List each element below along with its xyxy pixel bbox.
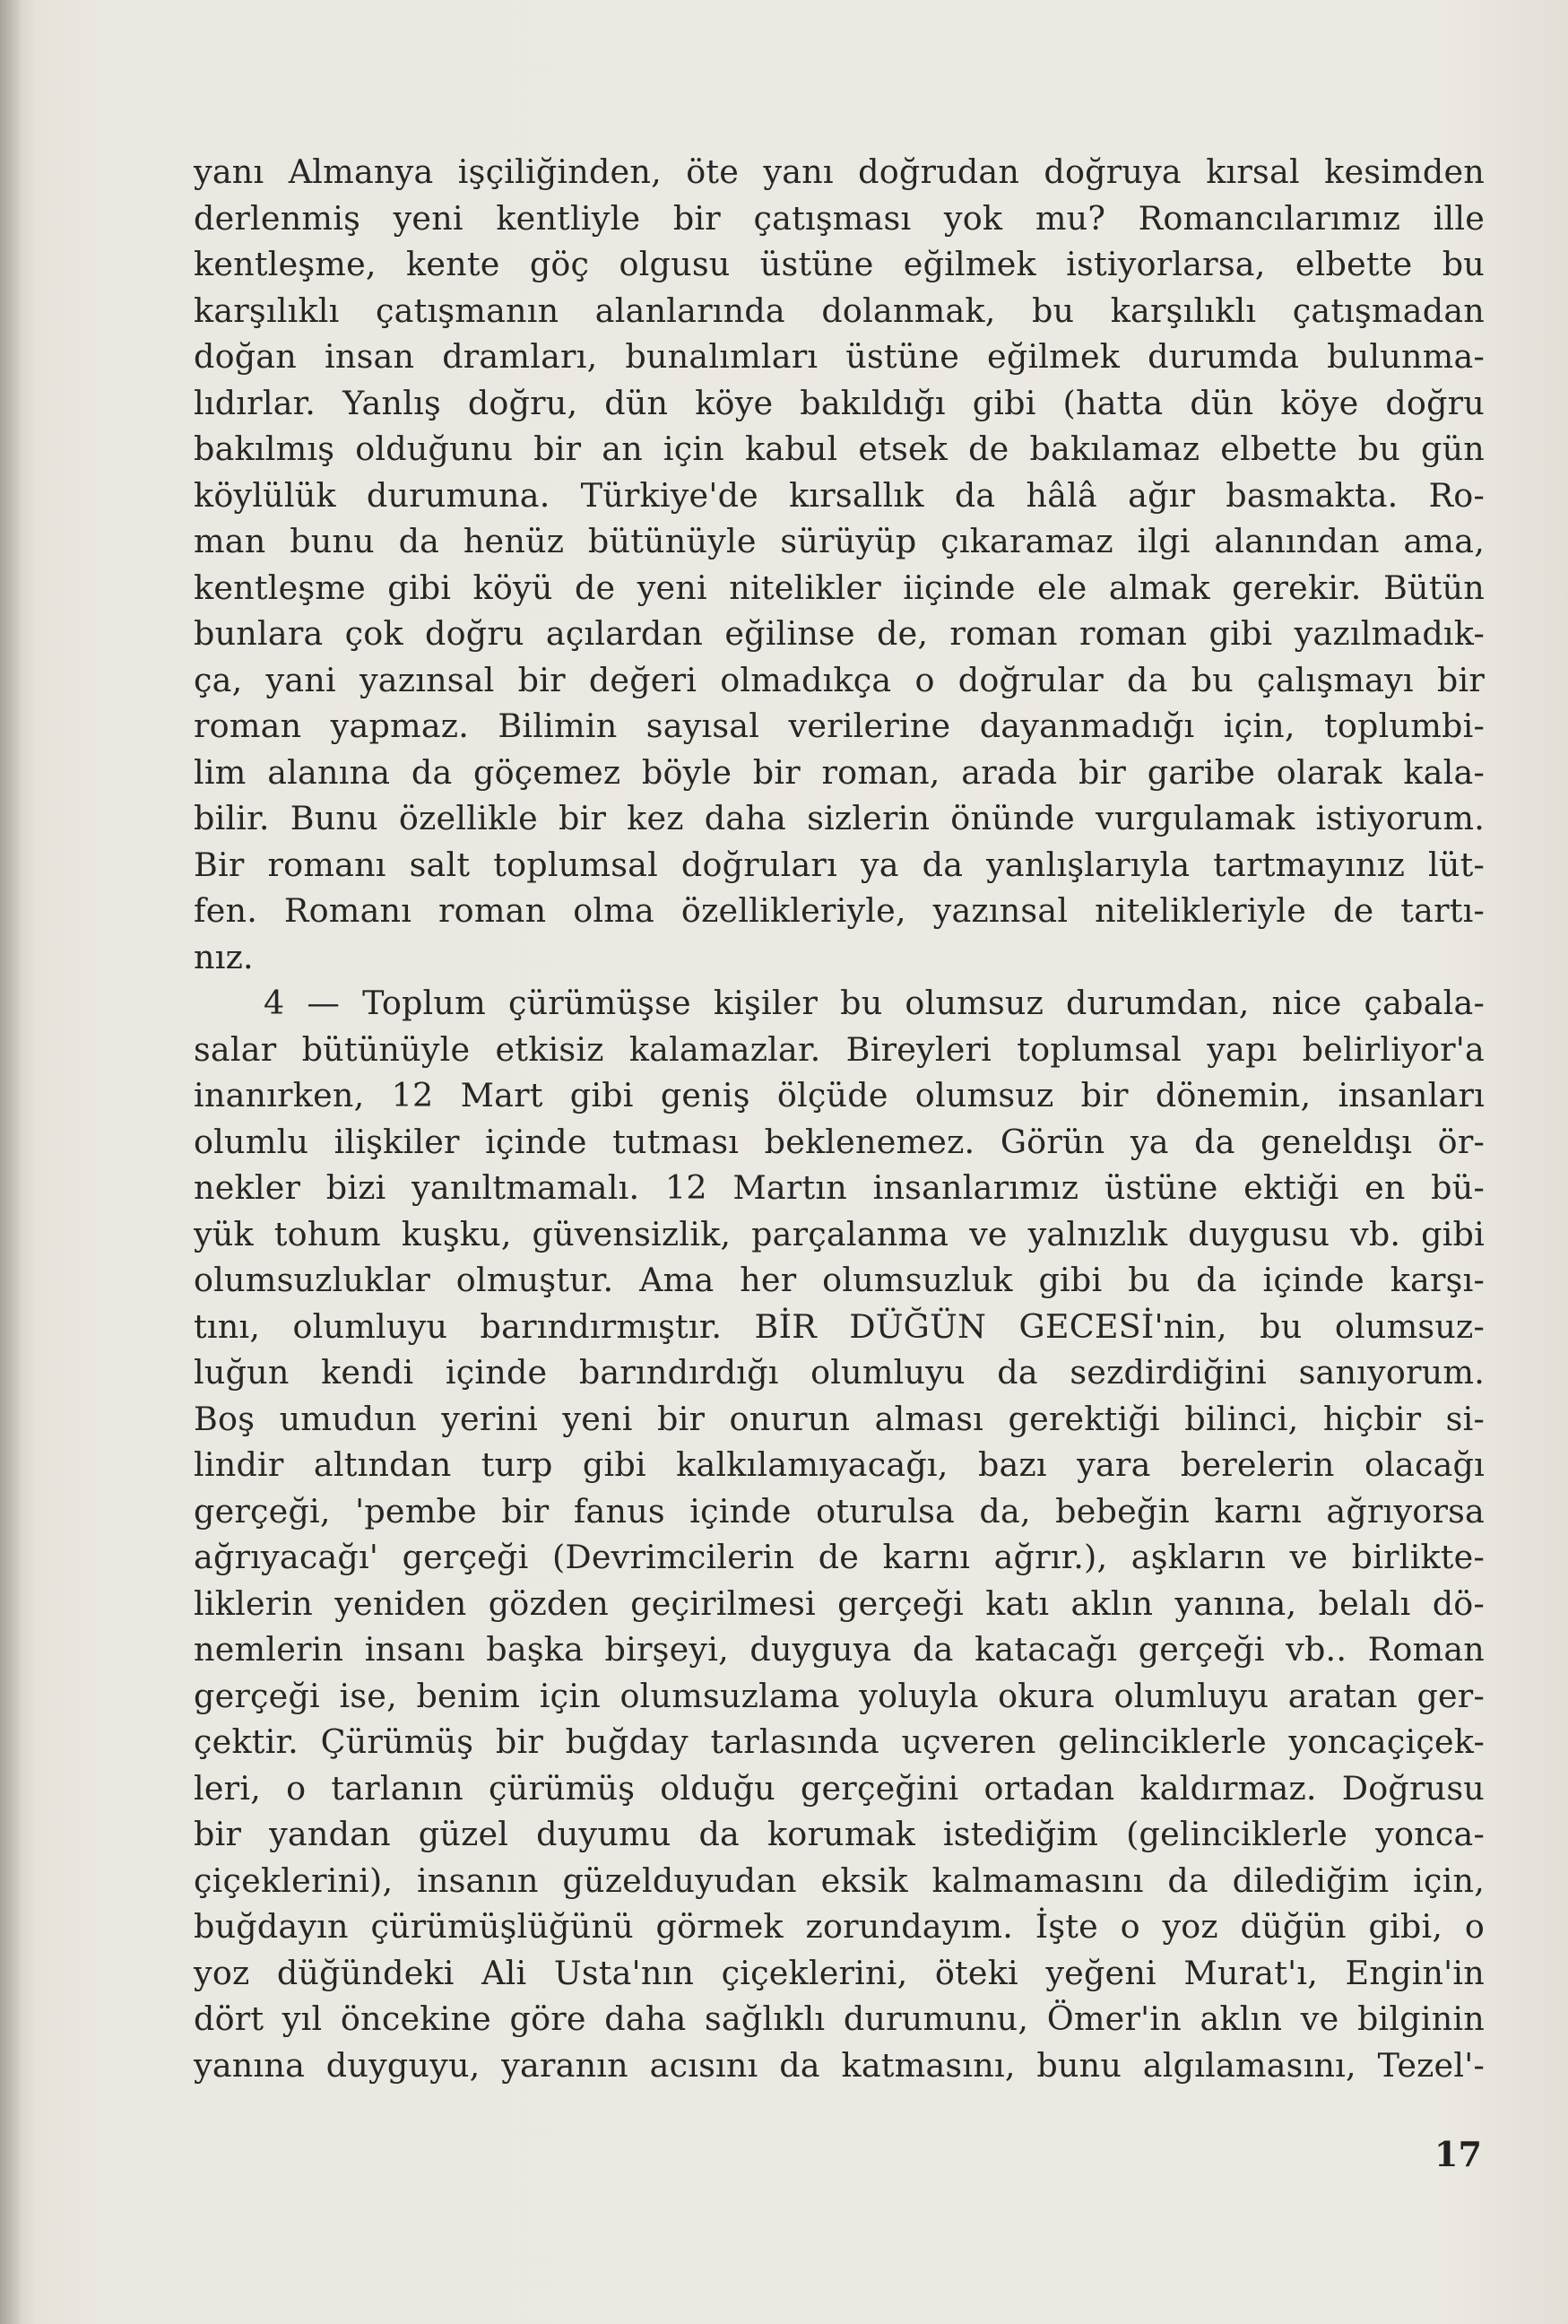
text-line: salar bütünüyle etkisiz kalamazlar. Bireyleri toplumsal yapı belirliyor'a [194, 1029, 1485, 1069]
text-line: gerçeği ise, benim için olumsuzlama yoluyla okura olumluyu aratan ger- [194, 1676, 1485, 1715]
text-line: yanına duyguyu, yaranın acısını da katmasını, bunu algılamasını, Tezel'- [194, 2045, 1485, 2085]
text-line: nemlerin insanı başka birşeyi, duyguya da katacağı gerçeği vb.. Roman [194, 1630, 1485, 1669]
text-line: bakılmış olduğunu bir an için kabul etsek de bakılamaz elbette bu gün [194, 429, 1485, 468]
page-number: 17 [1434, 2134, 1482, 2174]
text-line: ça, yani yazınsal bir değeri olmadıkça o doğrular da bu çalışmayı bir [194, 660, 1485, 699]
text-line: inanırken, 12 Mart gibi geniş ölçüde olumsuz bir dönemin, insanları [194, 1076, 1485, 1114]
text-line: roman yapmaz. Bilimin sayısal verilerine dayanmadığı için, toplumbi- [194, 707, 1485, 745]
text-line: man bunu da henüz bütünüyle sürüyüp çıkaramaz ilgi alanından ama, [194, 522, 1485, 560]
text-line: derlenmiş yeni kentliyle bir çatışması yok mu? Romancılarımız ille [194, 198, 1485, 238]
text-line: bilir. Bunu özellikle bir kez daha sizlerin önünde vurgulamak istiyorum. [194, 799, 1485, 837]
text-line: Bir romanı salt toplumsal doğruları ya da yanlışlarıyla tartmayınız lüt- [194, 845, 1485, 884]
text-line: buğdayın çürümüşlüğünü görmek zorundayım. İşte o yoz düğün gibi, o [194, 1907, 1485, 1946]
text-line: luğun kendi içinde barındırdığı olumluyu da sezdirdiğini sanıyorum. [194, 1353, 1485, 1392]
text-line: kentleşme gibi köyü de yeni nitelikler iiçinde ele almak gerekir. Bütün [194, 568, 1485, 607]
page-gutter-shadow [0, 0, 20, 2324]
text-line: lim alanına da göçemez böyle bir roman, arada bir garibe olarak kala- [194, 752, 1485, 792]
text-line: bir yandan güzel duyumu da korumak istediğim (gelinciklerle yonca- [194, 1815, 1485, 1853]
text-line: gerçeği, 'pembe bir fanus içinde oturulsa da, bebeğin karnı ağrıyorsa [194, 1491, 1485, 1531]
text-line: lindir altından turp gibi kalkılamıyacağı, bazı yara berelerin olacağı [194, 1445, 1485, 1484]
text-line: dört yıl öncekine göre daha sağlıklı durumunu, Ömer'in aklın ve bilginin [194, 1999, 1485, 2038]
text-line: tını, olumluyu barındırmıştır. BİR DÜĞÜN GECESİ'nin, bu olumsuz- [194, 1306, 1485, 1346]
text-line: nekler bizi yanıltmamalı. 12 Martın insanlarımız üstüne ektiği en bü- [194, 1168, 1485, 1207]
text-line: yoz düğündeki Ali Usta'nın çiçeklerini, öteki yeğeni Murat'ı, Engin'in [194, 1953, 1485, 1992]
text-line: doğan insan dramları, bunalımları üstüne eğilmek durumda bulunma- [194, 337, 1485, 376]
text-line: bunlara çok doğru açılardan eğilinse de, roman roman gibi yazılmadık- [194, 614, 1485, 653]
text-line: kentleşme, kente göç olgusu üstüne eğilmek istiyorlarsa, elbette bu [194, 245, 1485, 283]
text-line: köylülük durumuna. Türkiye'de kırsallık da hâlâ ağır basmakta. Ro- [194, 475, 1485, 515]
text-line: Boş umudun yerini yeni bir onurun alması gerektiği bilinci, hiçbir si- [194, 1399, 1485, 1438]
text-line: leri, o tarlanın çürümüş olduğu gerçeğini ortadan kaldırmaz. Doğrusu [194, 1768, 1485, 1808]
text-line: ağrıyacağı' gerçeği (Devrimcilerin de karnı ağrır.), aşkların ve birlikte- [194, 1538, 1485, 1576]
text-line: lıdırlar. Yanlış doğru, dün köye bakıldığı gibi (hatta dün köye doğru [194, 383, 1485, 422]
text-line: olumlu ilişkiler içinde tutması beklenemez. Görün ya da geneldışı ör- [194, 1122, 1485, 1161]
body-text [194, 149, 1485, 2088]
text-line: yük tohum kuşku, güvensizlik, parçalanma ve yalnızlık duygusu vb. gibi [194, 1214, 1485, 1253]
text-line: karşılıklı çatışmanın alanlarında dolanmak, bu karşılıklı çatışmadan [194, 290, 1485, 330]
text-line: nız. [194, 937, 254, 976]
text-line: 4 — Toplum çürümüşse kişiler bu olumsuz durumdan, nice çabala- [264, 984, 1485, 1022]
text-line: çektir. Çürümüş bir buğday tarlasında uçveren gelinciklerle yoncaçiçek- [194, 1722, 1485, 1761]
text-line: olumsuzluklar olmuştur. Ama her olumsuzluk gibi bu da içinde karşı- [194, 1261, 1485, 1299]
text-line: fen. Romanı roman olma özellikleriyle, yazınsal nitelikleriyle de tartı- [194, 891, 1485, 930]
text-line: yanı Almanya işçiliğinden, öte yanı doğrudan doğruya kırsal kesimden [194, 152, 1485, 191]
text-line: liklerin yeniden gözden geçirilmesi gerçeği katı aklın yanına, belalı dö- [194, 1583, 1485, 1623]
text-line: çiçeklerini), insanın güzelduyudan eksik kalmamasını da dilediğim için, [194, 1860, 1485, 1900]
